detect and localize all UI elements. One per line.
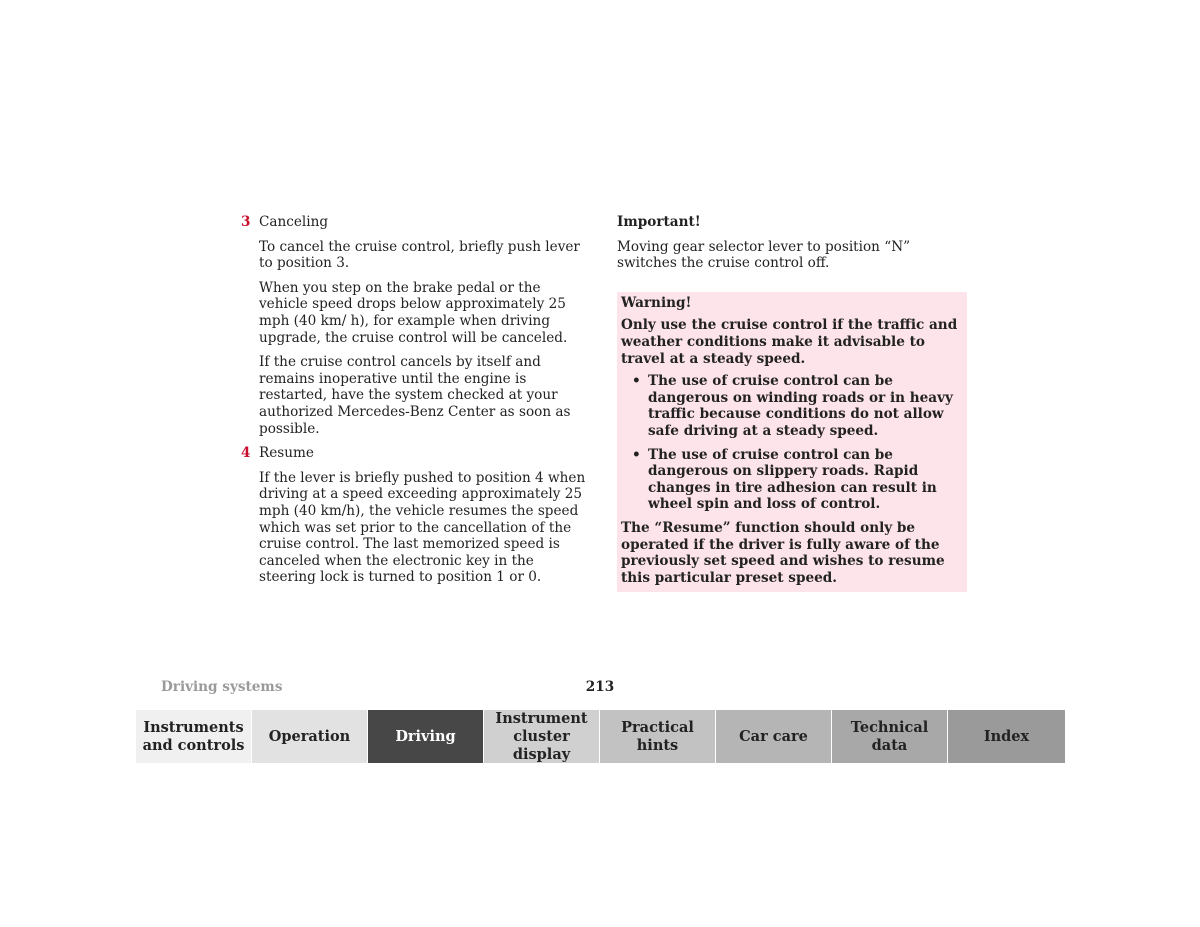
section-title: Driving systems <box>161 679 283 695</box>
tab-technical-data[interactable]: Technical data <box>832 710 948 763</box>
item-3-number: 3 <box>241 214 251 230</box>
item-4-heading <box>241 445 586 462</box>
item-3-title: Canceling <box>259 214 329 230</box>
item-3-paragraph: When you step on the brake pedal or the vehicle speed drops below approximately 25 mph (40 km/ h), for example when driving upgrade, the cruise control will be canceled. <box>259 279 568 346</box>
bullet-icon: • <box>632 446 641 463</box>
item-4-title: Resume <box>259 445 314 462</box>
tab-practical-hints[interactable]: Practical hints <box>600 710 716 763</box>
chapter-nav-bar <box>136 710 1065 763</box>
item-4-number: 4 <box>241 445 251 462</box>
right-column <box>617 214 967 592</box>
page-number: 213 <box>585 679 615 695</box>
important-text: Moving gear selector lever to position “N” switches the cruise control off. <box>617 238 911 272</box>
warning-box <box>617 292 967 593</box>
item-4-paragraph: If the lever is briefly pushed to position 4 when driving at a speed exceeding approximately 25 mph (40 km/h), the vehicle resumes the speed which was set prior to the cancellation of the cruise control. The last memorized speed is canceled when the electronic key in the steering lock is turned to position 1 or 0. <box>259 469 586 586</box>
warning-bullet-text: The use of cruise control can be dangerous on slippery roads. Rapid changes in tire adhesion can result in wheel spin and loss of control. <box>648 446 937 513</box>
warning-bullet-item <box>621 373 961 439</box>
tab-index[interactable]: Index <box>948 710 1065 763</box>
tab-instrument-cluster-display[interactable]: Instrument cluster display <box>484 710 600 763</box>
warning-closing: The “Resume” function should only be operated if the driver is fully aware of the previously set speed and wishes to resume this particular preset speed. <box>621 519 945 586</box>
item-3-heading <box>241 214 586 231</box>
warning-bullet-list <box>621 373 961 513</box>
tab-car-care[interactable]: Car care <box>716 710 832 763</box>
warning-bullet-text: The use of cruise control can be dangerous on winding roads or in heavy traffic because conditions do not allow safe driving at a steady speed. <box>648 373 953 439</box>
bullet-icon: • <box>632 373 641 390</box>
tab-driving[interactable]: Driving <box>368 710 484 763</box>
tab-operation[interactable]: Operation <box>252 710 368 763</box>
tab-instruments-and-controls[interactable]: Instruments and controls <box>136 710 252 763</box>
important-heading: Important! <box>617 214 701 230</box>
warning-bullet-item <box>621 447 961 513</box>
warning-heading: Warning! <box>621 294 692 311</box>
item-3-paragraph: If the cruise control cancels by itself and remains inoperative until the engine is restarted, have the system checked at your authorized Mercedes-Benz Center as soon as possible. <box>259 354 571 437</box>
item-3-paragraph: To cancel the cruise control, briefly push lever to position 3. <box>259 238 580 272</box>
left-column <box>241 214 586 594</box>
warning-intro: Only use the cruise control if the traffic and weather conditions make it advisable to travel at a steady speed. <box>621 317 958 367</box>
